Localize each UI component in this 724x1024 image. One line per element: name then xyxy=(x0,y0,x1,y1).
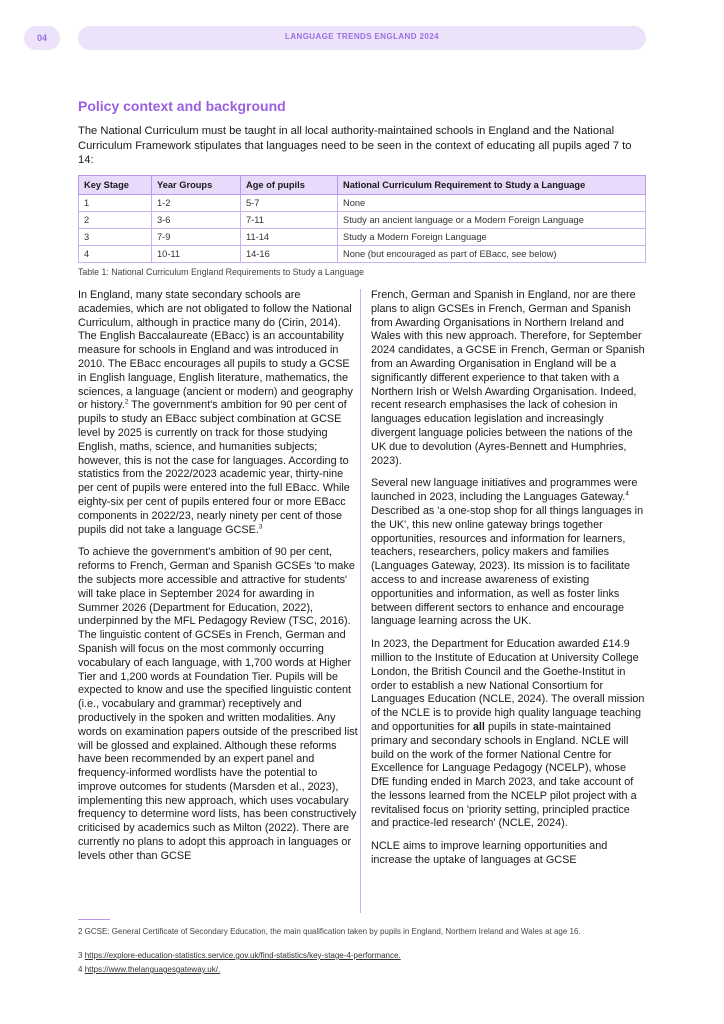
table-cell: 3-6 xyxy=(152,212,241,229)
table-header-cell: Key Stage xyxy=(79,176,152,195)
table-row xyxy=(79,229,646,246)
footnote-rule xyxy=(78,919,110,920)
running-header xyxy=(78,26,646,50)
table-row xyxy=(79,246,646,263)
table-cell: 11-14 xyxy=(241,229,338,246)
table-cell: Study an ancient language or a Modern Foreign Language xyxy=(338,212,646,229)
body-paragraph: French, German and Spanish in England, nor are there plans to align GCSEs in French, German and Spanish from Awarding Organisations in Northern Ireland and Wales with this new approach. Therefore, for September 2024 candidates, a GCSE in French, German or Spanish from an Awarding Organisation in England will be a significantly different experience to that taken with a Northern Irish or Welsh Awarding Organisation. Indeed, recent research emphasises the lack of cohesion in languages education legislation and increasingly divergent language policies between the nations of the UK due to devolution (Ayres-Bennett and Humphries, 2023). xyxy=(371,289,645,467)
table-cell: None xyxy=(338,195,646,212)
table-cell: 7-11 xyxy=(241,212,338,229)
paragraph-text: Several new language initiatives and programmes were launched in 2023, including the Languages Gateway. xyxy=(371,477,638,504)
footnote-4-link[interactable]: https://www.thelanguagesgateway.uk/. xyxy=(84,965,221,974)
table-header-cell: Year Groups xyxy=(152,176,241,195)
paragraph-text: Described as 'a one-stop shop for all things languages in the UK', this new online gateway brings together opportunities, resources and information for learners, teachers, researchers, policy makers and families (Languages Gateway, 2023). Its mission is to facilitate access to and increase awareness of existing opportunities and information, as well as foster links between different sectors to enhance and encourage language learning across the UK. xyxy=(371,504,644,628)
table-cell: Study a Modern Foreign Language xyxy=(338,229,646,246)
footnote-3 xyxy=(78,950,638,961)
paragraph-text: pupils in state-maintained primary and secondary schools in England. NCLE will build on the work of the former National Centre for Excellence for Language Pedagogy (NCELP), whose DfE funding ended in March 2023, and take account of the lessons learned from the NCELP pilot project with a revitalised focus on 'priority setting, principled practice and practice-led research' (NCLE, 2024). xyxy=(371,720,637,830)
table-cell: 2 xyxy=(79,212,152,229)
paragraph-text: The government's ambition for 90 per cent of pupils to study an EBacc subject combination at GCSE level by 2025 is currently on track for those studying English, maths, science, and humanities subjects; however, this is not the case for languages. According to statistics from the 2022/2023 academic year, thirty-nine per cent of pupils were entered into the full EBacc. While eighty-six per cent of pupils entered four or more EBacc components in 2022/23, nearly ninety per cent of those pupils did not take a language GCSE. xyxy=(78,399,350,536)
table-cell: 3 xyxy=(79,229,152,246)
table-row xyxy=(79,212,646,229)
footnote-ref: 2 xyxy=(124,398,129,406)
curriculum-table xyxy=(78,175,646,263)
table-cell: 1-2 xyxy=(152,195,241,212)
footnote-3-link[interactable]: https://explore-education-statistics.service.gov.uk/find-statistics/key-stage-4-performance. xyxy=(84,951,401,960)
table-header-cell: National Curriculum Requirement to Study a Language xyxy=(338,176,646,195)
body-paragraph xyxy=(78,289,358,537)
running-title: LANGUAGE TRENDS ENGLAND 2024 xyxy=(285,32,439,41)
left-column xyxy=(78,289,358,873)
footnote-ref: 4 xyxy=(625,490,629,498)
paragraph-text: In 2023, the Department for Education awarded £14.9 million to the Institute of Education at University College London, the British Council and the Goethe-Institut in order to establish a new National Consortium for Languages Education (NCLE, 2024). The overall mission of the NCLE is to provide high quality language teaching and opportunities for xyxy=(371,638,645,733)
section-title: Policy context and background xyxy=(78,98,286,114)
footnote-ref: 3 xyxy=(258,522,263,530)
footnote-number: 4 xyxy=(78,965,83,974)
table-cell: 7-9 xyxy=(152,229,241,246)
right-column xyxy=(371,289,647,877)
table-header-row xyxy=(79,176,646,195)
table-cell: 1 xyxy=(79,195,152,212)
page-number: 04 xyxy=(24,26,60,50)
intro-paragraph: The National Curriculum must be taught in all local authority-maintained schools in England and the National Curriculum Framework stipulates that languages need to be seen in the context of educating all pupils aged 7 to 14: xyxy=(78,125,632,167)
emphasis-text: all xyxy=(472,720,485,733)
body-paragraph xyxy=(371,638,647,831)
table-cell: 5-7 xyxy=(241,195,338,212)
footnote-4 xyxy=(78,964,638,975)
table-header-cell: Age of pupils xyxy=(241,176,338,195)
paragraph-text: In England, many state secondary schools are academies, which are not obligated to follow the National Curriculum, although in practice many do (Cirin, 2014). The English Baccalaureate (EBacc) is an accountability measure for schools in England and was introduced in 2010. The EBacc encourages all pupils to study a GCSE in English language, English literature, mathematics, the sciences, a language (ancient or modern) and geography or history. xyxy=(78,289,353,412)
table-cell: 4 xyxy=(79,246,152,263)
table-cell: 14-16 xyxy=(241,246,338,263)
body-paragraph: NCLE aims to improve learning opportunities and increase the uptake of languages at GCSE xyxy=(371,840,608,867)
table-cell: None (but encouraged as part of EBacc, see below) xyxy=(338,246,646,263)
table-caption: Table 1: National Curriculum England Requirements to Study a Language xyxy=(78,267,365,277)
footnote-2: 2 GCSE: General Certificate of Secondary Education, the main qualification taken by pupils in England, Northern Ireland and Wales at age 16. xyxy=(78,927,581,936)
column-divider xyxy=(360,289,361,913)
body-paragraph: To achieve the government's ambition of 90 per cent, reforms to French, German and Spanish GCSEs 'to make the subjects more accessible and attractive for students' will take place in September 2024 for awarding in Summer 2026 (Department for Education, 2022), underpinned by the MFL Pedagogy Review (TSC, 2016). The linguistic content of GCSEs in French, German and Spanish will focus on the most commonly occurring vocabulary of each language, with 1,700 words at Higher Tier and 1,200 words at Foundation Tier. Pupils will be expected to know and use the specified linguistic content (i.e., vocabulary and grammar) receptively and productively in the spoken and written modalities. Any words on examination papers outside of the prescribed list will be glossed and explained. Although these reforms have been recommended by an expert panel and frequency-informed wordlists have the potential to improve outcomes for students (Marsden et al., 2023), implementing this new approach, which uses vocabulary frequency to determine word lists, has been constructively criticised by academics such as Milton (2022). There are currently no plans to adopt this approach in languages or levels other than GCSE xyxy=(78,546,358,862)
table-row xyxy=(79,195,646,212)
body-paragraph xyxy=(371,477,647,629)
table-cell: 10-11 xyxy=(152,246,241,263)
footnote-number: 3 xyxy=(78,951,83,960)
